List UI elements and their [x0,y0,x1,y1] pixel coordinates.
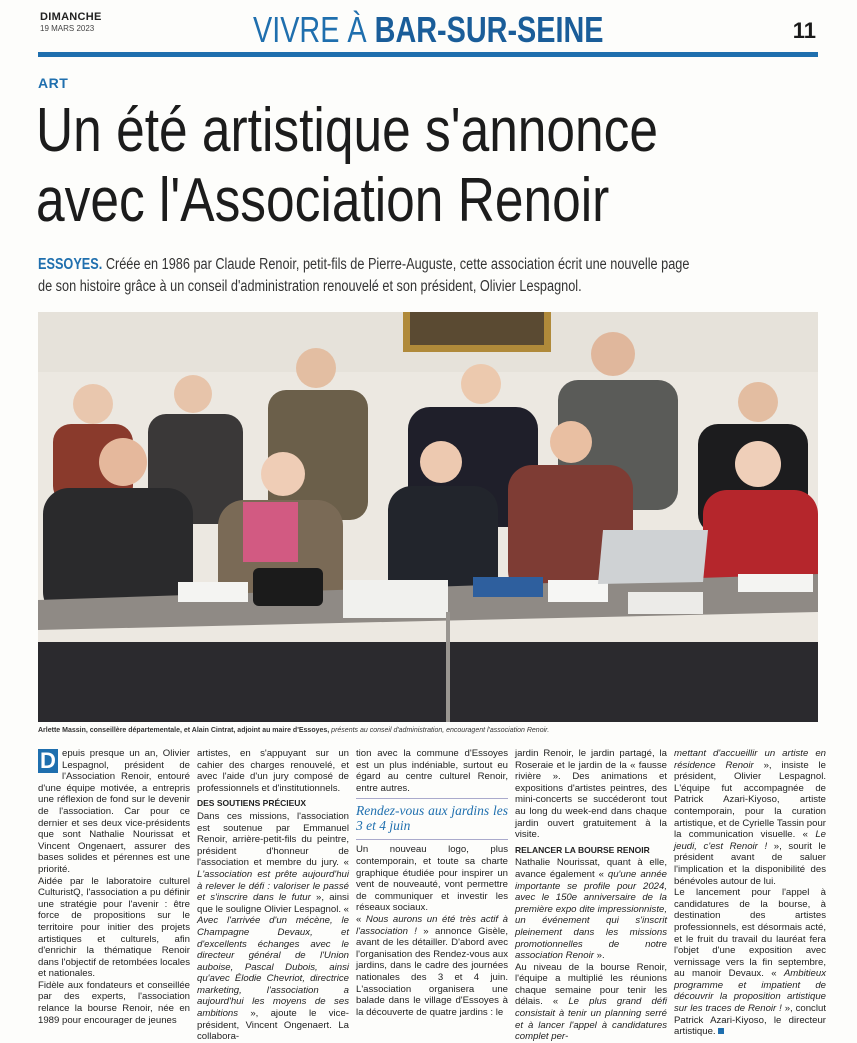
quote-text: Le jeudi, c'est Renoir ! [674,829,826,852]
lead-text: Créée en 1986 par Claude Renoir, petit-fils de Pierre-Auguste, cette association écrit une nouvelle page de son histoire grâce à un conseil d'administration renouvelé et son président, Olivier Lespagnol. [38,256,690,295]
body-paragraph: jardin Renoir, le jardin partagé, la Roseraie et le jardin de la « fausse rivière ». Des animations et expositions d'artistes peintres, des mini-concerts se succéderont tout au long du week-end dans chaque jardin ouvert gratuitement à la visite. [515,748,667,841]
body-column-2 [197,748,349,1043]
body-text: Nathalie Nourissat, quant à elle, avance également « [515,857,667,880]
body-text: ». [593,950,605,962]
article-lead [38,254,694,298]
quote-text: qu'une année importante se profile pour 2024, avec le 150e anniversaire de la première expo dite impressionniste, un événement qui s'inscrit pleinement dans les missions promotionnelles de notre association Renoir [515,868,667,962]
caption-rest: présents au conseil d'administration, encouragent l'association Renoir. [329,727,550,734]
quote-text: Avec l'arrivée d'un mécène, le Champagne Devaux, et d'excellents échanges avec le directeur général de l'Union auboise, Pascal Dubois, ainsi qu'avec Élodie Chevriot, directrice marketing, l'association a aujourd'hui les moyens de ses ambitions [197,915,349,1020]
quote-text: mettant d'accueillir un artiste en résidence Renoir [674,748,826,771]
body-column-4 [515,748,667,1043]
quote-text: L'association est prête aujourd'hui à relever le défi : valoriser le passé et s'inscrire dans le futur [197,868,349,904]
body-paragraph [674,748,826,887]
page-header [38,8,818,58]
body-paragraph [515,962,667,1043]
body-text: », ajoute le vice-président, Vincent Ongenaert. La collabora- [197,1008,349,1043]
body-paragraph: Fidèle aux fondateurs et conseillée par des experts, l'association relance la bourse Renoir, née en 1989 pour encourager de jeunes [38,979,190,1026]
body-paragraph: Un nouveau logo, plus contemporain, et toute sa charte graphique étudiée pour inspirer un vent de nouveauté, vont permettre de communiquer et investir les réseaux sociaux. [356,844,508,914]
body-column-3 [356,748,508,1018]
quote-text: Le plus grand défi consistait à tenir un planning serré et à lancer l'appel à candidatures complet per- [515,996,667,1043]
body-paragraph: artistes, en s'appuyant sur un cahier des charges renouvelé, et avec l'aide d'un jury composé de professionnels et d'institutionnels. [197,748,349,794]
article-kicker: ART [38,75,69,91]
photo-caption [38,727,828,734]
body-paragraph [674,887,826,1038]
body-text: », sourit le président avant de saluer l'implication et la disponibilité des bénévoles autour de lui. [674,840,826,887]
group-photo-illustration [38,312,818,722]
section-title-prefix: VIVRE À [253,9,375,50]
highlight-box: Rendez-vous aux jardins les 3 et 4 juin [356,798,508,840]
edition-day: DIMANCHE [40,11,102,23]
headline-line-2: avec l'Association Renoir [36,166,610,235]
body-paragraph [515,857,667,961]
drop-cap: D [38,749,58,773]
body-paragraph: epuis presque un an, Olivier Lespagnol, président de l'Association Renoir, entouré d'une équipe motivée, a entrepris une réflexion de fond sur le devenir de l'association. Car pour ce dernier et ses deux vice-présidents que sont Nathalie Nourissat et Vincent Ongenaert, assurer des bases solides et pérennes est une priorité. [38,748,190,875]
article-headline [36,96,700,236]
group-photo [38,312,818,722]
caption-names: Arlette Massin, conseillère départementale, et Alain Cintrat, adjoint au maire d'Essoyes, [38,727,330,734]
headline-line-1: Un été artistique s'annonce [36,96,659,165]
body-text: », ainsi que le souligne Olivier Lespagnol. « [197,892,350,915]
body-column-5 [674,748,826,1038]
lead-location: ESSOYES. [38,256,103,273]
edition-date: 19 MARS 2023 [40,24,95,33]
body-text: », insiste le président, Olivier Lespagnol. L'équipe fut accompagnée de Patrick Azari-Kiyoso, artiste contemporain, pour la curation artistique, et de Cyrielle Tassin pour la communication visuelle. « [674,759,826,841]
section-title-town: BAR-SUR-SEINE [374,9,604,50]
subheading: RELANCER LA BOURSE RENOIR [515,844,650,855]
body-text: Dans ces missions, l'association est soutenue par Emmanuel Renoir, arrière-petit-fils du peintre, président d'honneur de l'association et membre du jury. « [197,810,349,869]
quote-text: Ambitieux programme et impatient de découvrir la proposition artistique sur les traces de Renoir ! [674,968,826,1015]
quote-text: Nous aurons un été très actif à l'association ! [356,913,508,937]
body-text: Le lancement pour l'appel à candidatures de la bourse, à destination des artistes professionnels, est désormais acté, et le fruit du travail du lauréat fera l'objet d'une exposition avec vernissage vers la fin septembre, au manoir Devaux. « [674,887,826,980]
header-rule [38,52,818,57]
subheading: DES SOUTIENS PRÉCIEUX [197,798,307,809]
body-paragraph: tion avec la commune d'Essoyes est un plus indéniable, surtout eu égard au centre culturel Renoir, entre autres. [356,748,508,794]
body-text: Au niveau de la bourse Renoir, l'équipe a multiplié les réunions chaque semaine pour tenir les délais. « [515,961,667,1008]
body-column-1 [38,748,190,1026]
body-paragraph: Aidée par le laboratoire culturel CulturistQ, l'association a pu définir une stratégie pour l'avenir : être force de propositions sur le territoire pour initier des projets artistiques et culturels, afin d'enrichir la thématique Renoir dans l'objectif de retombées locales et nationales. [38,875,190,980]
page-number: 11 [792,18,816,43]
section-title [253,8,603,52]
body-paragraph: « Nous aurons un été très actif à l'association ! » annonce Gisèle, avant de les détailler. D'abord avec l'organisation des Rendez-vous aux jardins, dans le cadre des journées nationales des 3 et 4 juin. L'association organisera une balade dans le village d'Essoyes à la découverte de quatre jardins : le [356,913,508,1018]
end-of-article-mark [718,1028,724,1034]
body-text: » annonce Gisèle, avant de les détailler. D'abord avec l'organisation des Rendez-vous aux jardins, dans le cadre des journées nationales des 3 et 4 juin. L'association organisera une balade dans le village d'Essoyes à la découverte de quatre jardins : le [356,925,508,1018]
body-paragraph [197,811,349,1043]
body-text: », conclut Patrick Azari-Kiyoso, le directeur artistique. [674,1003,826,1038]
